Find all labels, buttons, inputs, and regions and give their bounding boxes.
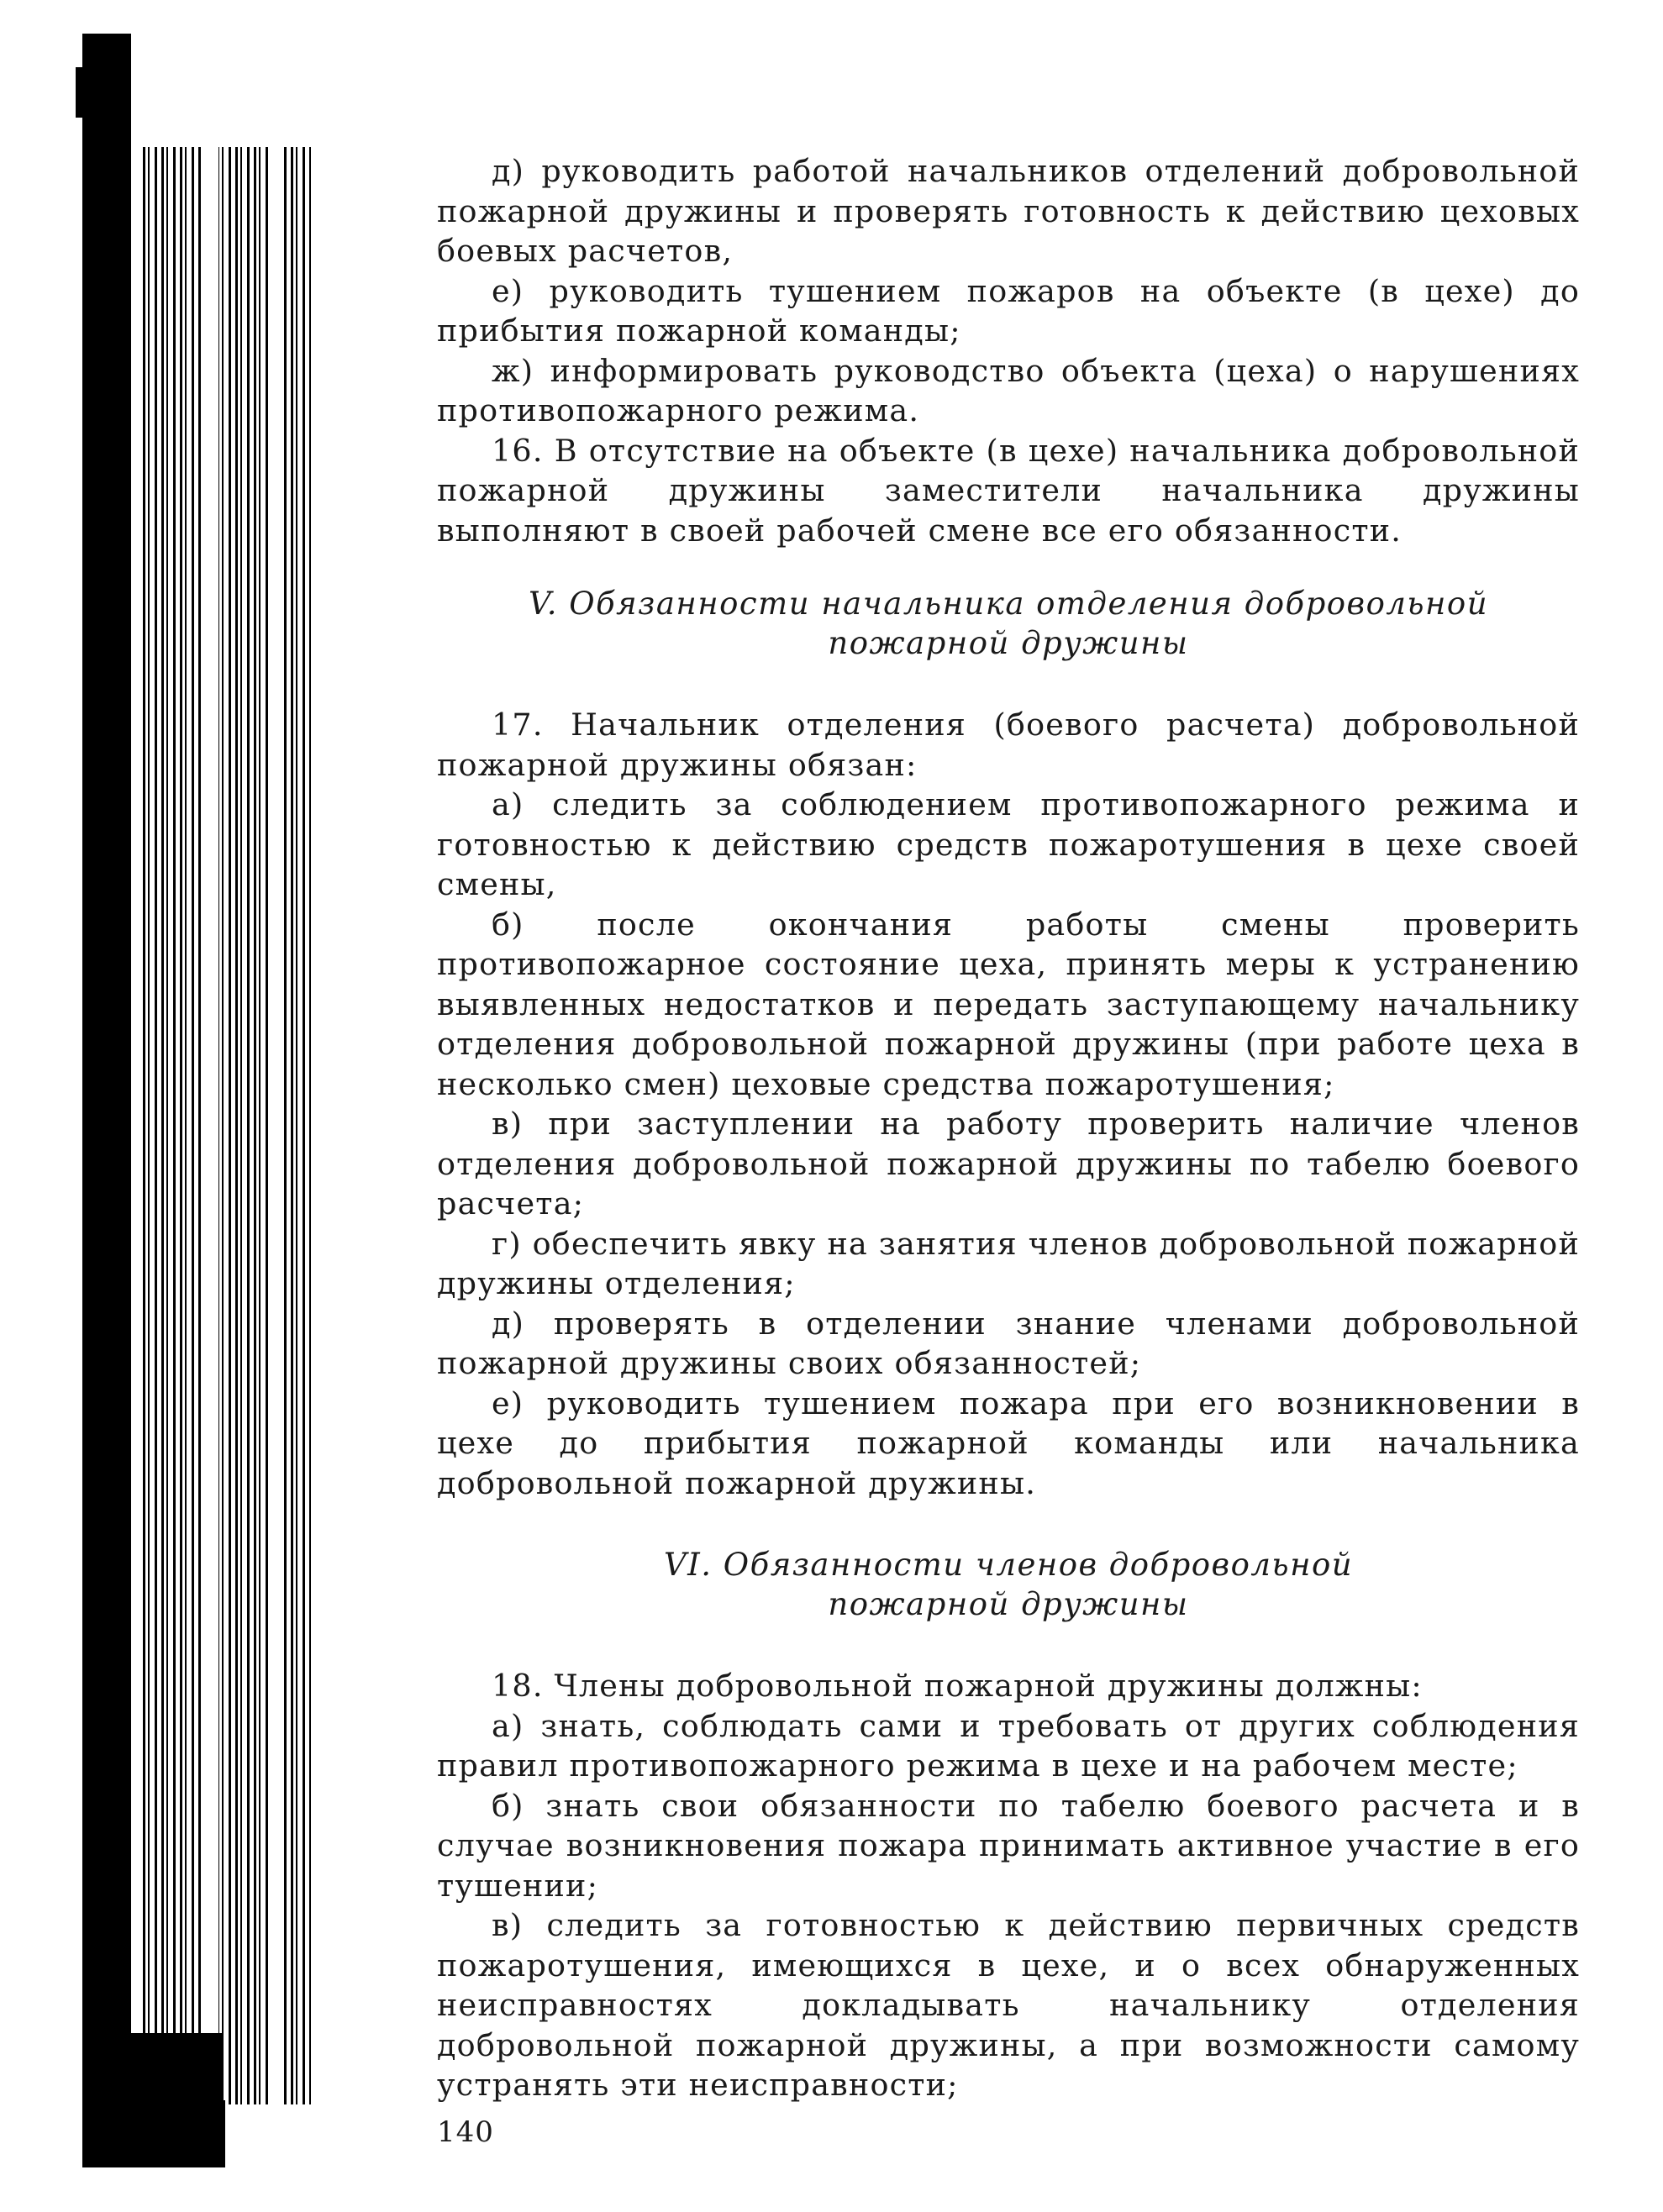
paragraph: а) следить за соблюдением противопожарного режима и готовностью к действию средств пожаротушения в цехе своей смены, [437, 786, 1580, 902]
binding-foot [82, 2100, 225, 2167]
binding-page-edges [143, 147, 311, 2104]
paragraph: 18. Члены добровольной пожарной дружины должны: [492, 1668, 1423, 1704]
paragraph: ж) информировать руководство объекта (цеха) о нарушениях противопожарного режима. [437, 352, 1580, 428]
paragraph: 17. Начальник отделения (боевого расчета) добровольной пожарной дружины обязан: [437, 707, 1580, 783]
section-heading-line: VI. Обязанности членов добровольной [663, 1547, 1354, 1583]
section-heading-line: пожарной дружины [828, 625, 1189, 661]
section-heading [437, 584, 1580, 663]
binding-gap [269, 147, 281, 2104]
paragraph: д) проверять в отделении знание членами добровольной пожарной дружины своих обязанностей; [437, 1305, 1580, 1381]
binding-gap [202, 147, 218, 2104]
paragraph: в) следить за готовностью к действию первичных средств пожаротушения, имеющихся в цехе, и о всех обнаруженных неисправностях докладывать начальнику отделения добровольной пожарной дружины, а при возможности самому устранять эти неисправности; [437, 1907, 1580, 2103]
paragraph: 16. В отсутствие на объекте (в цехе) начальника добровольной пожарной дружины заместители начальника дружины выполняют в своей рабочей смене все его обязанности. [437, 432, 1580, 549]
binding-shadow-bar [82, 34, 131, 2167]
paragraph: б) знать свои обязанности по табелю боевого расчета и в случае возникновения пожара принимать активное участие в его тушении; [437, 1787, 1580, 1904]
paragraph: г) обеспечить явку на занятия членов добровольной пожарной дружины отделения; [437, 1225, 1580, 1301]
section-heading-line: пожарной дружины [828, 1586, 1189, 1622]
paragraph: е) руководить тушением пожаров на объекте (в цехе) до прибытия пожарной команды; [437, 272, 1580, 349]
page-number: 140 [437, 2115, 494, 2149]
binding-notch [76, 67, 86, 118]
paragraph: а) знать, соблюдать сами и требовать от других соблюдения правил противопожарного режима в цехе и на рабочем месте; [437, 1707, 1580, 1784]
paragraph: б) после окончания работы смены проверить противопожарное состояние цеха, принять меры к устранению выявленных недостатков и передать заступающему начальнику отделения добровольной пожарной дружины (при работе цеха в несколько смен) цеховые средства пожаротушения; [437, 906, 1580, 1102]
paragraph: в) при заступлении на работу проверить наличие членов отделения добровольной пожарной дружины по табелю боевого расчета; [437, 1106, 1580, 1222]
paragraph: д) руководить работой начальников отделений добровольной пожарной дружины и проверять готовность к действию цеховых боевых расчетов, [437, 153, 1580, 269]
paragraph: е) руководить тушением пожара при его возникновении в цехе до прибытия пожарной команды или начальника добровольной пожарной дружины. [437, 1384, 1580, 1501]
document-page [437, 151, 1580, 2151]
book-binding-edge [76, 34, 311, 2167]
section-heading-line: V. Обязанности начальника отделения добровольной [528, 586, 1489, 622]
section-heading [437, 1545, 1580, 1624]
binding-foot [131, 2033, 224, 2100]
